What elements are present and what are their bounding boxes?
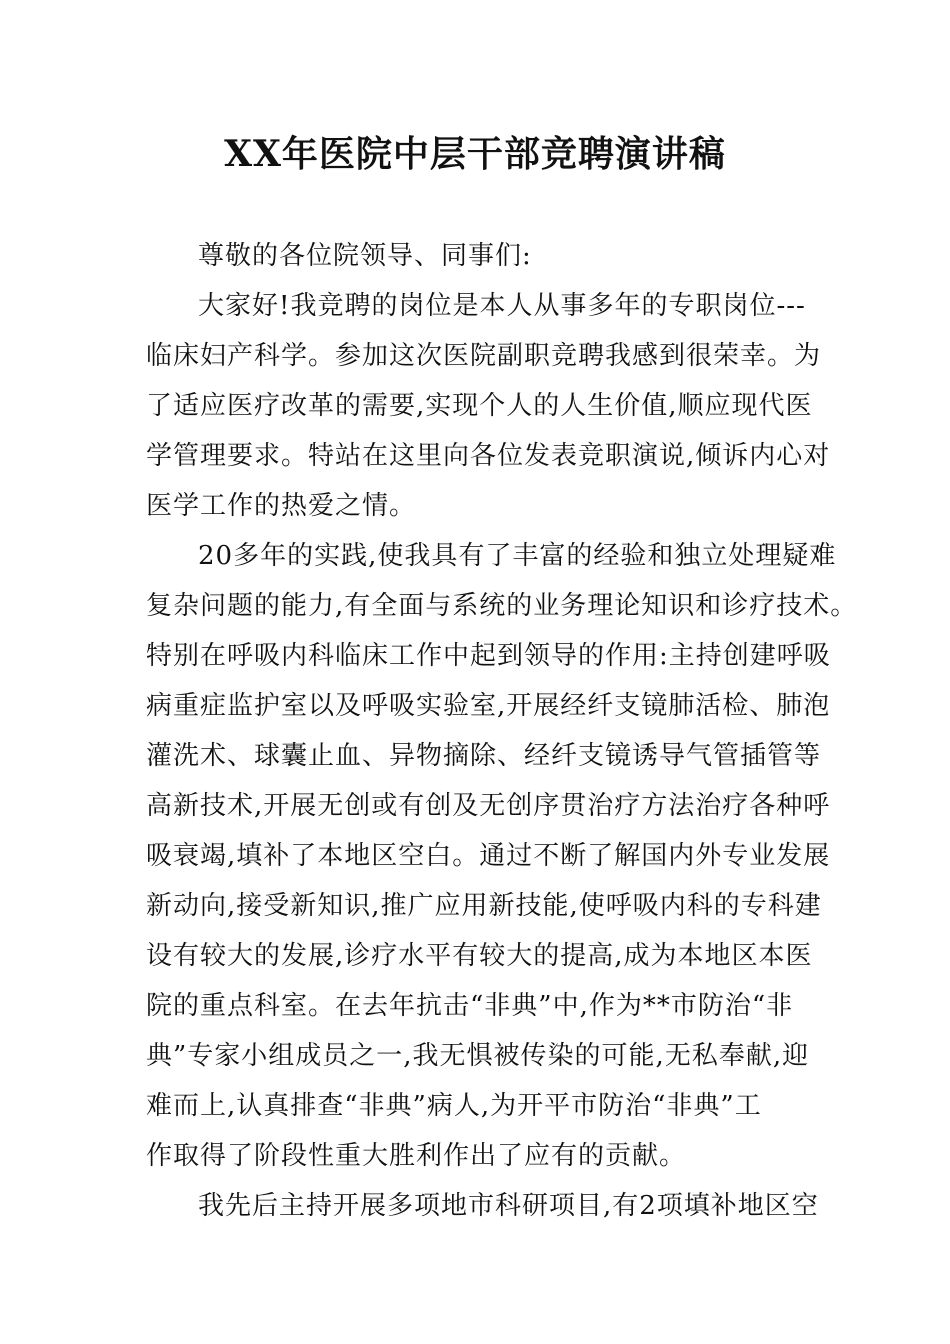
paragraph-line: 临床妇产科学。参加这次医院副职竞聘我感到很荣幸。为	[146, 341, 822, 371]
paragraph-line: 设有较大的发展,诊疗水平有较大的提高,成为本地区本医	[146, 941, 813, 971]
paragraph-line: 了适应医疗改革的需要,实现个人的人生价值,顺应现代医	[146, 391, 813, 421]
paragraph-line: 高新技术,开展无创或有创及无创序贯治疗方法治疗各种呼	[146, 791, 831, 821]
paragraph-line: 吸衰竭,填补了本地区空白。通过不断了解国内外专业发展	[146, 841, 831, 871]
paragraph-line: 我先后主持开展多项地市科研项目,有2项填补地区空	[198, 1191, 819, 1221]
paragraph-line: 典”专家小组成员之一,我无惧被传染的可能,无私奉献,迎	[146, 1041, 810, 1071]
paragraph-line: 医学工作的热爱之情。	[146, 491, 417, 521]
paragraph-line: 病重症监护室以及呼吸实验室,开展经纤支镜肺活检、肺泡	[146, 691, 831, 721]
paragraph-line: 灌洗术、球囊止血、异物摘除、经纤支镜诱导气管插管等	[146, 741, 822, 771]
paragraph-line: 复杂问题的能力,有全面与系统的业务理论知识和诊疗技术。	[146, 591, 858, 621]
paragraph-line: 院的重点科室。在去年抗击“非典”中,作为**市防治“非	[146, 991, 794, 1021]
paragraph-line: 大家好!我竞聘的岗位是本人从事多年的专职岗位---	[198, 291, 806, 321]
paragraph-line: 20多年的实践,使我具有了丰富的经验和独立处理疑难	[198, 541, 837, 571]
document-title: XX年医院中层干部竞聘演讲稿	[224, 133, 726, 175]
salutation: 尊敬的各位院领导、同事们:	[198, 241, 532, 271]
paragraph-line: 新动向,接受新知识,推广应用新技能,使呼吸内科的专科建	[146, 891, 822, 921]
paragraph-line: 作取得了阶段性重大胜利作出了应有的贡献。	[146, 1141, 687, 1171]
paragraph-line: 难而上,认真排查“非典”病人,为开平市防治“非典”工	[146, 1091, 762, 1121]
paragraph-line: 学管理要求。特站在这里向各位发表竞职演说,倾诉内心对	[146, 441, 831, 471]
paragraph-line: 特别在呼吸内科临床工作中起到领导的作用:主持创建呼吸	[146, 641, 831, 671]
